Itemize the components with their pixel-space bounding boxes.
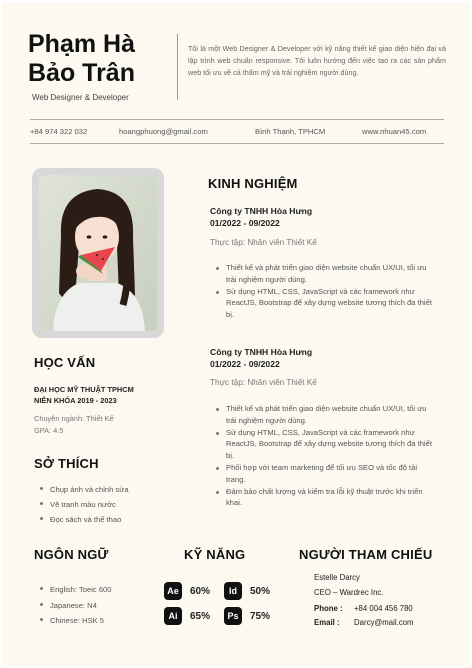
- education-major: Chuyên ngành: Thiết Kế: [34, 414, 114, 423]
- list-item: Chụp ảnh và chỉnh sửa: [38, 482, 129, 497]
- list-item: Đọc sách và thể thao: [38, 512, 129, 527]
- name-line-1: Phạm Hà: [28, 30, 135, 58]
- list-item: Chinese: HSK 5: [38, 613, 112, 629]
- hobbies-heading: SỞ THÍCH: [34, 456, 99, 471]
- job-title: Thực tập: Nhân viên Thiết Kế: [210, 378, 317, 387]
- contact-email: hoangphuong@gmail.com: [119, 127, 208, 136]
- languages-list: [38, 582, 112, 629]
- list-item: Đảm bảo chất lượng và kiểm tra lỗi kỹ thuật trước khi triển khai.: [214, 486, 436, 510]
- full-name: [28, 30, 135, 88]
- contact-location: Bình Thạnh, TPHCM: [255, 127, 326, 136]
- contact-divider-top: [30, 119, 444, 120]
- intro-text: Tôi là một Web Designer & Developer với kỹ năng thiết kế giao diện hiện đại và lập trình web chuẩn responsive. Tôi luôn hướng đến việc tạo ra các sản phẩm web tối ưu về cả thẩm mỹ và trải nghiệm người dùng.: [188, 44, 446, 77]
- reference-name: Estelle Darcy: [314, 573, 360, 582]
- education-heading: HỌC VẤN: [34, 355, 96, 370]
- job-period: 01/2022 - 09/2022: [210, 218, 280, 228]
- job-2-bullets: [214, 403, 436, 509]
- contact-divider-bottom: [30, 143, 444, 144]
- list-item: Thiết kế và phát triển giao diện website chuẩn UX/UI, tối ưu trải nghiệm người dùng.: [214, 262, 436, 286]
- school-name: ĐẠI HỌC MỸ THUẬT TPHCM: [34, 385, 134, 394]
- skill-percent: 50%: [250, 586, 271, 597]
- job-company: Công ty TNHH Hòa Hưng: [210, 347, 313, 357]
- reference-heading: NGƯỜI THAM CHIẾU: [299, 547, 433, 562]
- list-item: Phối hợp với team marketing để tối ưu SEO và tốc độ tải trang.: [214, 462, 436, 486]
- photoshop-icon: Ps: [224, 607, 242, 625]
- resume-page: [2, 2, 470, 666]
- job-period: 01/2022 - 09/2022: [210, 359, 280, 369]
- reference-phone-label: Phone :: [314, 604, 343, 613]
- job-2-header: [210, 346, 312, 370]
- header-divider: [177, 34, 178, 100]
- contact-website: www.nhuan45.com: [362, 127, 427, 136]
- list-item: Thiết kế và phát triển giao diện website chuẩn UX/UI, tối ưu trải nghiệm người dùng.: [214, 403, 436, 427]
- job-1-bullets: [214, 262, 436, 321]
- indesign-icon: Id: [224, 582, 242, 600]
- job-company: Công ty TNHH Hòa Hưng: [210, 206, 313, 216]
- list-item: Japanese: N4: [38, 598, 112, 614]
- reference-phone: +84 004 456 780: [354, 604, 413, 613]
- reference-position: CEO – Wardrec Inc.: [314, 588, 384, 597]
- hobbies-list: [38, 482, 129, 527]
- reference-email: Darcy@mail.com: [354, 618, 414, 627]
- languages-heading: NGÔN NGỮ: [34, 547, 109, 562]
- skill-percent: 65%: [190, 611, 211, 622]
- experience-heading: KINH NGHIỆM: [208, 176, 298, 191]
- job-1-header: [210, 205, 312, 229]
- profile-photo-frame: [32, 168, 164, 338]
- list-item: English: Toeic 600: [38, 582, 112, 598]
- profile-photo: [39, 175, 157, 331]
- list-item: Vẽ tranh màu nước: [38, 497, 129, 512]
- skill-percent: 60%: [190, 586, 211, 597]
- contact-phone: +84 974 322 032: [30, 127, 88, 136]
- skills-heading: KỸ NĂNG: [184, 547, 246, 562]
- name-line-2: Bảo Trân: [28, 59, 135, 87]
- education-gpa: GPA: 4.5: [34, 426, 64, 435]
- portrait-illustration: [39, 175, 157, 331]
- illustrator-icon: Ai: [164, 607, 182, 625]
- school-years: NIÊN KHÓA 2019 - 2023: [34, 396, 117, 405]
- skill-percent: 75%: [250, 611, 271, 622]
- job-title: Thực tập: Nhân viên Thiết Kế: [210, 238, 317, 247]
- education-detail: [34, 413, 114, 437]
- list-item: Sử dụng HTML, CSS, JavaScript và các framework như ReactJS, Bootstrap để xây dựng website tương thích đa thiết bị.: [214, 286, 436, 321]
- reference-email-label: Email :: [314, 618, 340, 627]
- list-item: Sử dụng HTML, CSS, JavaScript và các framework như ReactJS, Bootstrap để xây dựng website tương thích đa thiết bị.: [214, 427, 436, 462]
- education-school: [34, 384, 134, 406]
- job-role: Web Designer & Developer: [32, 93, 129, 102]
- after-effects-icon: Ae: [164, 582, 182, 600]
